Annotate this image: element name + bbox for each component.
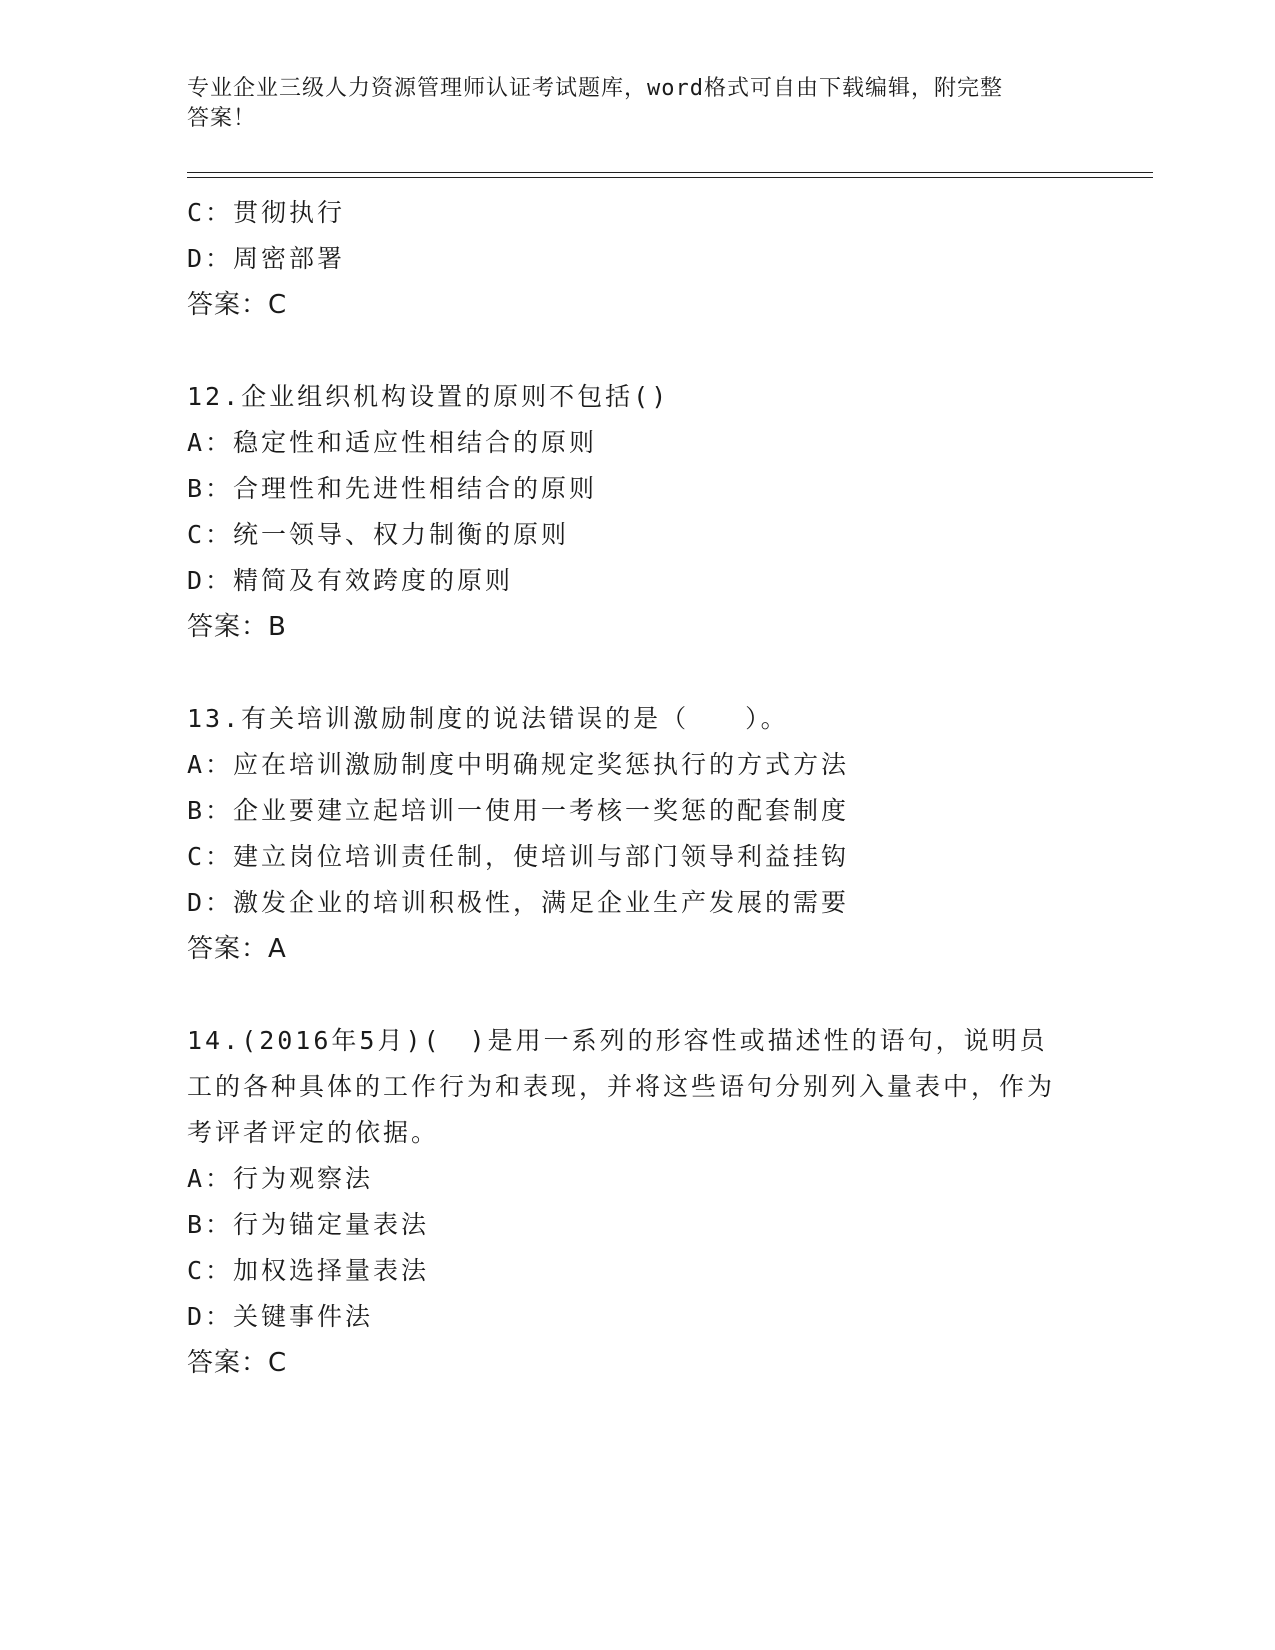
header-line-2: 答案！ (187, 106, 257, 131)
option-b: B：企业要建立起培训一使用一考核一奖惩的配套制度 (187, 796, 850, 825)
header-line-1: 专业企业三级人力资源管理师认证考试题库，word格式可自由下载编辑，附完整 (187, 76, 1003, 101)
spacer (187, 650, 1087, 696)
question-12 (187, 374, 1087, 650)
option-c: C：统一领导、权力制衡的原则 (187, 520, 570, 549)
option-c: C：贯彻执行 (187, 198, 346, 227)
option-a: A：行为观察法 (187, 1164, 374, 1193)
header-divider-bottom (187, 177, 1153, 178)
answer-line: 答案：C (187, 1348, 288, 1378)
option-a: A：稳定性和适应性相结合的原则 (187, 428, 598, 457)
spacer (187, 328, 1087, 374)
option-c: C：加权选择量表法 (187, 1256, 430, 1285)
option-d: D：周密部署 (187, 244, 346, 273)
option-b: B：合理性和先进性相结合的原则 (187, 474, 598, 503)
option-c: C：建立岗位培训责任制，使培训与部门领导利益挂钩 (187, 842, 850, 871)
document-header (187, 74, 1067, 134)
question-list (187, 190, 1087, 1386)
option-a: A：应在培训激励制度中明确规定奖惩执行的方式方法 (187, 750, 850, 779)
header-divider-top (187, 172, 1153, 173)
question-text: 14.(2016年5月)( )是用一系列的形容性或描述性的语句，说明员工的各种具体的工作行为和表现，并将这些语句分别列入量表中，作为考评者评定的依据。 (187, 1026, 1056, 1147)
answer-line: 答案：A (187, 934, 287, 964)
option-d: D：激发企业的培训积极性，满足企业生产发展的需要 (187, 888, 850, 917)
question-text: 13.有关培训激励制度的说法错误的是（ ）。 (187, 704, 789, 733)
answer-line: 答案：C (187, 290, 288, 320)
option-d: D：关键事件法 (187, 1302, 374, 1331)
question-13 (187, 696, 1087, 972)
question-text: 12.企业组织机构设置的原则不包括() (187, 382, 670, 411)
option-b: B：行为锚定量表法 (187, 1210, 430, 1239)
answer-line: 答案：B (187, 612, 287, 642)
spacer (187, 972, 1087, 1018)
question-11-tail (187, 190, 1087, 328)
question-14 (187, 1018, 1087, 1386)
option-d: D：精简及有效跨度的原则 (187, 566, 514, 595)
